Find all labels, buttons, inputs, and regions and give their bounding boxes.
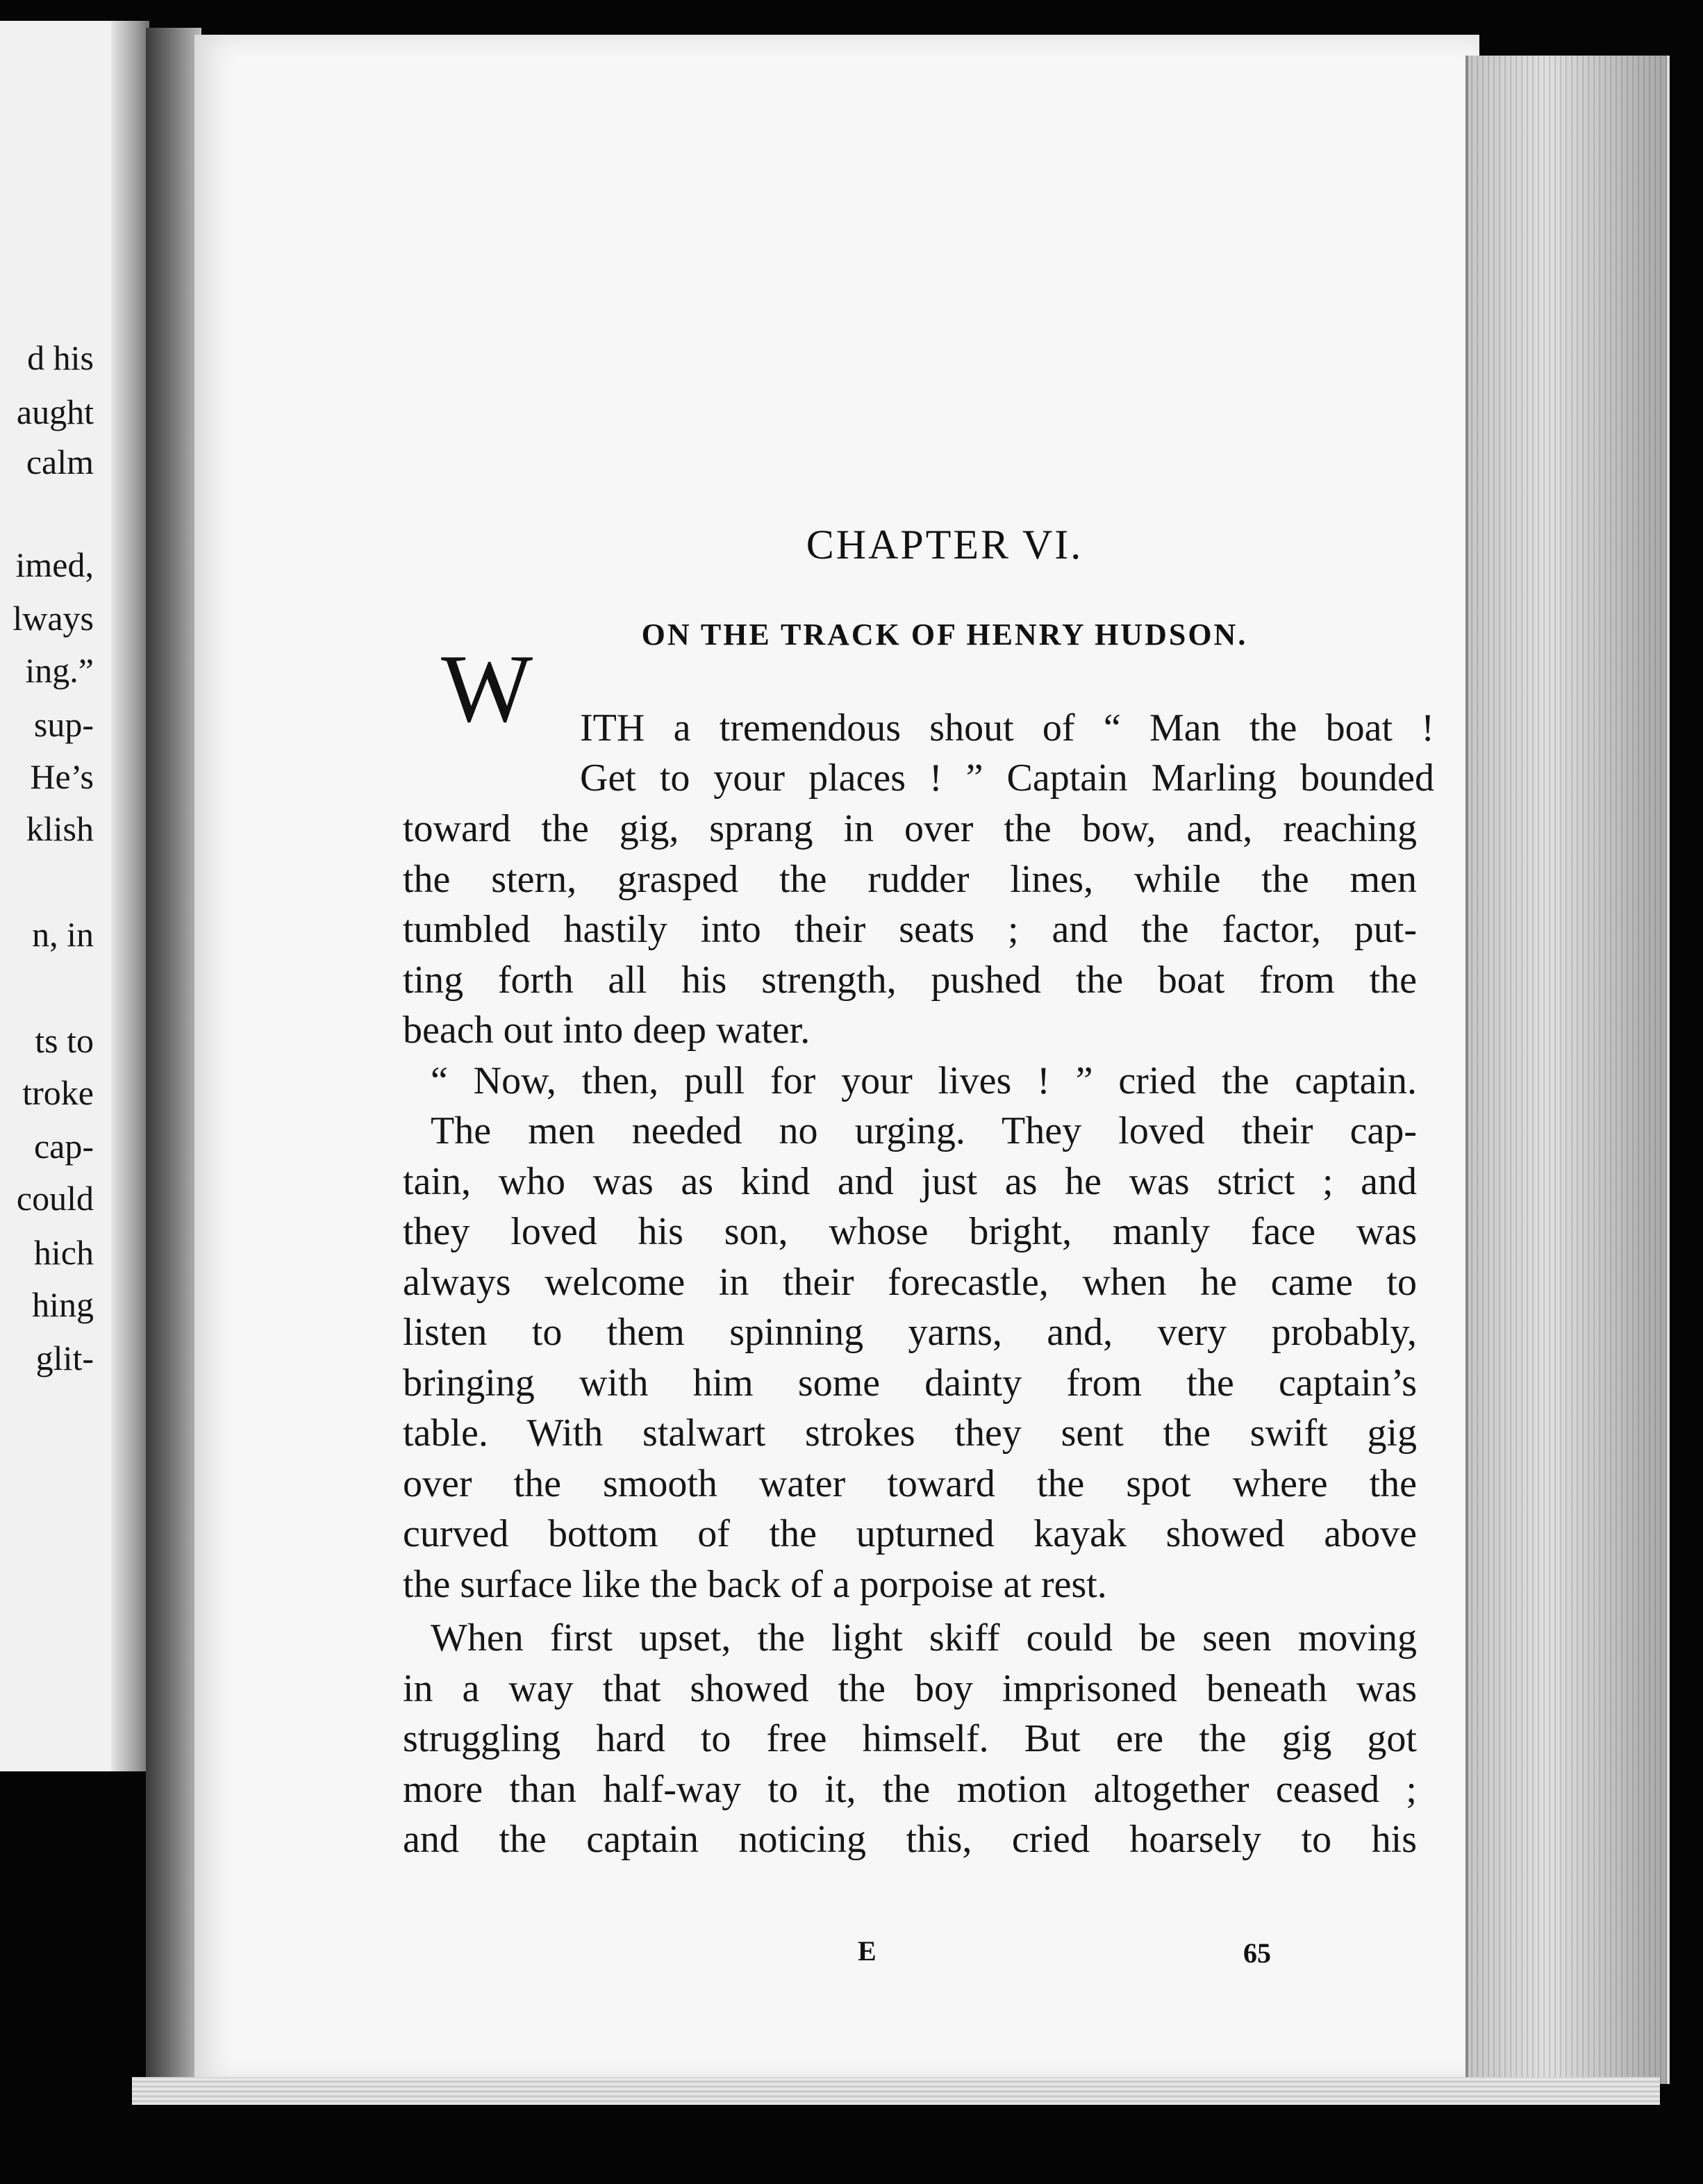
left-line-fragment: could: [16, 1179, 94, 1218]
text-line: beach out into deep water.: [403, 1009, 811, 1052]
chapter-title: CHAPTER VI.: [806, 522, 1083, 568]
text-line: toward the gig, sprang in over the bow, and, reaching: [403, 807, 1417, 850]
text-line: Get to your places ! ” Captain Marling bounded: [580, 756, 1434, 800]
left-line-fragment: cap-: [33, 1127, 94, 1166]
text-line: When first upset, the light skiff could be seen moving: [431, 1616, 1417, 1660]
text-line: struggling hard to free himself. But ere the gig got: [403, 1717, 1417, 1760]
page-edges-shading: [1465, 56, 1667, 2084]
left-line-fragment: hich: [33, 1233, 94, 1272]
chapter-subtitle: ON THE TRACK OF HENRY HUDSON.: [641, 618, 1248, 652]
page-number: 65: [1243, 1937, 1271, 1969]
book-page: [194, 35, 1479, 2084]
text-line: more than half-way to it, the motion altogether ceased ;: [403, 1768, 1417, 1811]
text-line: and the captain noticing this, cried hoarsely to his: [403, 1818, 1417, 1861]
left-line-fragment: glit-: [35, 1339, 94, 1378]
text-line: ting forth all his strength, pushed the boat from the: [403, 959, 1417, 1002]
left-line-fragment: klish: [26, 809, 94, 848]
drop-cap: W: [441, 635, 533, 743]
text-line: curved bottom of the upturned kayak showed above: [403, 1512, 1417, 1555]
left-line-fragment: aught: [16, 392, 94, 431]
previous-page-fragment: [0, 21, 149, 1771]
text-line: table. With stalwart strokes they sent the swift gig: [403, 1412, 1417, 1455]
text-line: always welcome in their forecastle, when he came to: [403, 1261, 1417, 1304]
text-line: “ Now, then, pull for your lives ! ” cried the captain.: [431, 1059, 1417, 1102]
left-gutter-shadow: [111, 21, 149, 1771]
text-line: tain, who was as kind and just as he was strict ; and: [403, 1160, 1417, 1203]
text-line: the surface like the back of a porpoise at rest.: [403, 1563, 1107, 1606]
text-line: they loved his son, whose bright, manly face was: [403, 1210, 1417, 1253]
text-line: the stern, grasped the rudder lines, while the men: [403, 858, 1417, 901]
left-line-fragment: ing.”: [25, 651, 94, 690]
bottom-page-edges: [132, 2077, 1660, 2105]
book-spine-gutter: [146, 28, 201, 2084]
left-line-fragment: lways: [13, 599, 94, 638]
text-line: ITH a tremendous shout of “ Man the boat !: [580, 706, 1434, 750]
text-line: tumbled hastily into their seats ; and the factor, put-: [403, 908, 1417, 951]
text-line: in a way that showed the boy imprisoned beneath was: [403, 1667, 1417, 1710]
left-line-fragment: d his: [27, 338, 94, 377]
text-line: The men needed no urging. They loved their cap-: [431, 1109, 1417, 1152]
left-line-fragment: n, in: [32, 915, 94, 954]
signature-mark: E: [858, 1935, 877, 1967]
left-line-fragment: sup-: [33, 705, 94, 744]
text-line: listen to them spinning yarns, and, very probably,: [403, 1311, 1417, 1354]
left-line-fragment: troke: [22, 1073, 94, 1112]
text-line: bringing with him some dainty from the captain’s: [403, 1362, 1417, 1405]
left-line-fragment: calm: [26, 442, 94, 481]
left-line-fragment: hing: [32, 1285, 94, 1324]
text-line: over the smooth water toward the spot where the: [403, 1462, 1417, 1505]
left-line-fragment: imed,: [15, 545, 94, 584]
left-line-fragment: He’s: [30, 757, 94, 796]
left-line-fragment: ts to: [35, 1021, 94, 1060]
